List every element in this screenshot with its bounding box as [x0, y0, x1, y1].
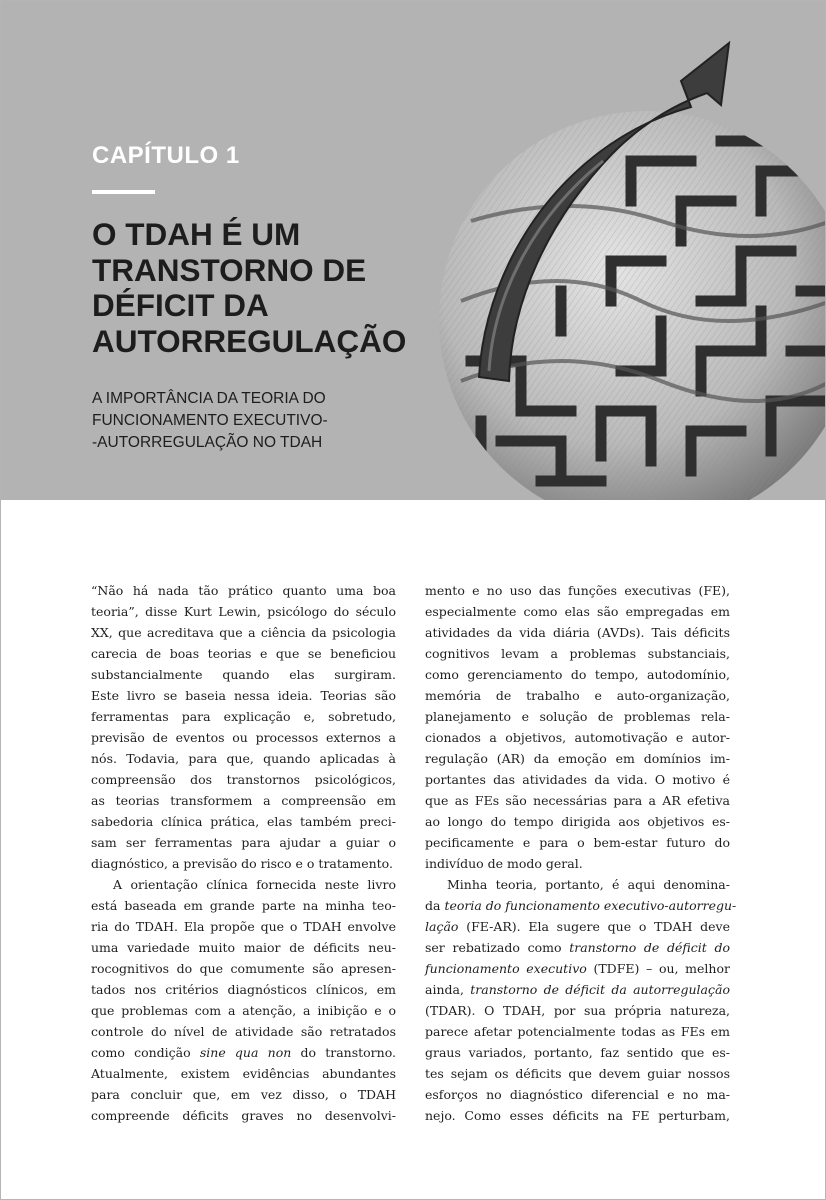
text-line: indivíduo de modo geral.	[425, 856, 583, 871]
italic-term: transtorno de déficit da autorregulação	[470, 982, 730, 997]
text-line: que as FEs são necessárias para a AR efetiva	[425, 793, 730, 808]
text-line: Minha teoria, portanto, é aqui denomina-	[447, 877, 730, 892]
text-line: ao longo do tempo dirigida aos objetivos es-	[425, 814, 730, 829]
chapter-subtitle	[92, 388, 392, 454]
text-line: A orientação clínica fornecida neste livro	[113, 877, 396, 892]
text-line: tes sejam os déficits que devem guiar nossos	[425, 1066, 730, 1081]
chapter-title-line: DÉFICIT DA	[92, 287, 269, 323]
text-line	[425, 916, 730, 937]
text-line: uma variedade muito maior de déficits neu-	[91, 940, 396, 955]
body-column-left	[91, 580, 396, 1126]
italic-term: teoria do funcionamento executivo-autorregu-	[444, 898, 737, 913]
text-line: atividades da vida diária (AVDs). Tais déficits	[425, 625, 730, 640]
text-line	[425, 895, 737, 916]
text-line: nós. Todavia, para que, quando aplicadas à	[91, 751, 396, 766]
text-line: memória de trabalho e auto-organização,	[425, 688, 730, 703]
italic-term: transtorno de déficit do	[569, 940, 730, 955]
text-line: Atualmente, existem evidências abundantes	[91, 1066, 396, 1081]
text-line: previsão de eventos ou processos externos a	[91, 730, 396, 745]
text-line: rocognitivos do que comumente são apresen-	[91, 961, 396, 976]
text-line: (TDAR). O TDAH, por sua própria natureza,	[425, 1003, 730, 1018]
text-line: teoria”, disse Kurt Lewin, psicólogo do século	[91, 604, 396, 619]
text-line: especialmente como elas são empregadas em	[425, 604, 730, 619]
chapter-subtitle-line: FUNCIONAMENTO EXECUTIVO-	[92, 412, 328, 429]
text-line: cognitivos levam a problemas substanciais,	[425, 646, 730, 661]
text-run: do transtorno.	[300, 1045, 396, 1060]
text-line: substancialmente quando elas surgiram.	[91, 667, 396, 682]
chapter-header	[1, 1, 825, 500]
text-line: compreende déficits graves no desenvolvi-	[91, 1108, 396, 1123]
text-line: carecia de boas teorias e que se beneficiou	[91, 646, 396, 661]
text-line: parece afetar potencialmente todas as FEs em	[425, 1024, 730, 1039]
text-line: está baseada em grande parte na minha teo-	[91, 898, 396, 913]
text-line: graus variados, portanto, faz sentido que es-	[425, 1045, 730, 1060]
text-line: Este livro se baseia nessa ideia. Teorias são	[91, 688, 396, 703]
text-line: esforços no diagnóstico diferencial e no ma-	[425, 1087, 730, 1102]
text-run: ser rebatizado como	[425, 940, 562, 955]
italic-term: sine qua non	[199, 1045, 292, 1060]
chapter-subtitle-line: -AUTORREGULAÇÃO NO TDAH	[92, 434, 323, 451]
text-line: ferramentas para explicação e, sobretudo,	[91, 709, 396, 724]
chapter-title-line: TRANSTORNO DE	[92, 251, 367, 288]
text-line: “Não há nada tão prático quanto uma boa	[91, 583, 396, 598]
text-line: nejo. Como esses déficits na FE perturbam,	[425, 1108, 730, 1123]
text-line: planejamento e solução de problemas rela-	[425, 709, 730, 724]
text-line: controle do nível de atividade são retratados	[91, 1024, 396, 1039]
text-line: ria do TDAH. Ela propõe que o TDAH envolve	[91, 919, 396, 934]
text-line: cionados a objetivos, automotivação e autor-	[425, 730, 730, 745]
text-line: para concluir que, em vez disso, o TDAH	[91, 1087, 396, 1102]
chapter-label: CAPÍTULO 1	[92, 142, 240, 169]
text-line: compreensão dos transtornos psicológicos,	[91, 772, 396, 787]
text-run: como condição	[91, 1045, 191, 1060]
italic-term: lação	[425, 919, 459, 934]
text-line: as teorias transformem a compreensão em	[91, 793, 396, 808]
text-line	[425, 979, 730, 1000]
text-run: (TDFE) – ou, melhor	[593, 961, 730, 976]
text-line: sam ser ferramentas para ajudar a guiar o	[91, 835, 396, 850]
text-line: tados nos critérios diagnósticos clínicos, em	[91, 982, 396, 997]
text-line	[91, 1042, 396, 1063]
text-line: mento e no uso das funções executivas (FE),	[425, 583, 730, 598]
text-line: como gerenciamento do tempo, autodomínio,	[425, 667, 730, 682]
text-line: pecificamente e para o bem-estar futuro do	[425, 835, 730, 850]
text-run: da	[425, 898, 441, 913]
body-column-right	[425, 580, 737, 1126]
text-run: (FE-AR). Ela sugere que o TDAH deve	[466, 919, 730, 934]
text-line: sabedoria clínica prática, elas também preci-	[91, 814, 396, 829]
chapter-rule	[92, 190, 155, 194]
text-line	[425, 958, 730, 979]
text-line: diagnóstico, a previsão do risco e o tratamento.	[91, 856, 393, 871]
text-line: que problemas com a atenção, a inibição e o	[91, 1003, 396, 1018]
chapter-title	[92, 217, 452, 359]
text-line	[425, 937, 730, 958]
text-line: portantes das atividades da vida. O motivo é	[425, 772, 730, 787]
text-run: ainda,	[425, 982, 464, 997]
chapter-title-line: O TDAH É UM	[92, 216, 301, 252]
text-line: regulação (AR) da emoção em domínios im-	[425, 751, 730, 766]
chapter-title-line: AUTORREGULAÇÃO	[92, 322, 407, 359]
text-line: XX, que acreditava que a ciência da psicologia	[91, 625, 396, 640]
italic-term: funcionamento executivo	[425, 961, 587, 976]
chapter-subtitle-line: A IMPORTÂNCIA DA TEORIA DO	[92, 390, 326, 407]
